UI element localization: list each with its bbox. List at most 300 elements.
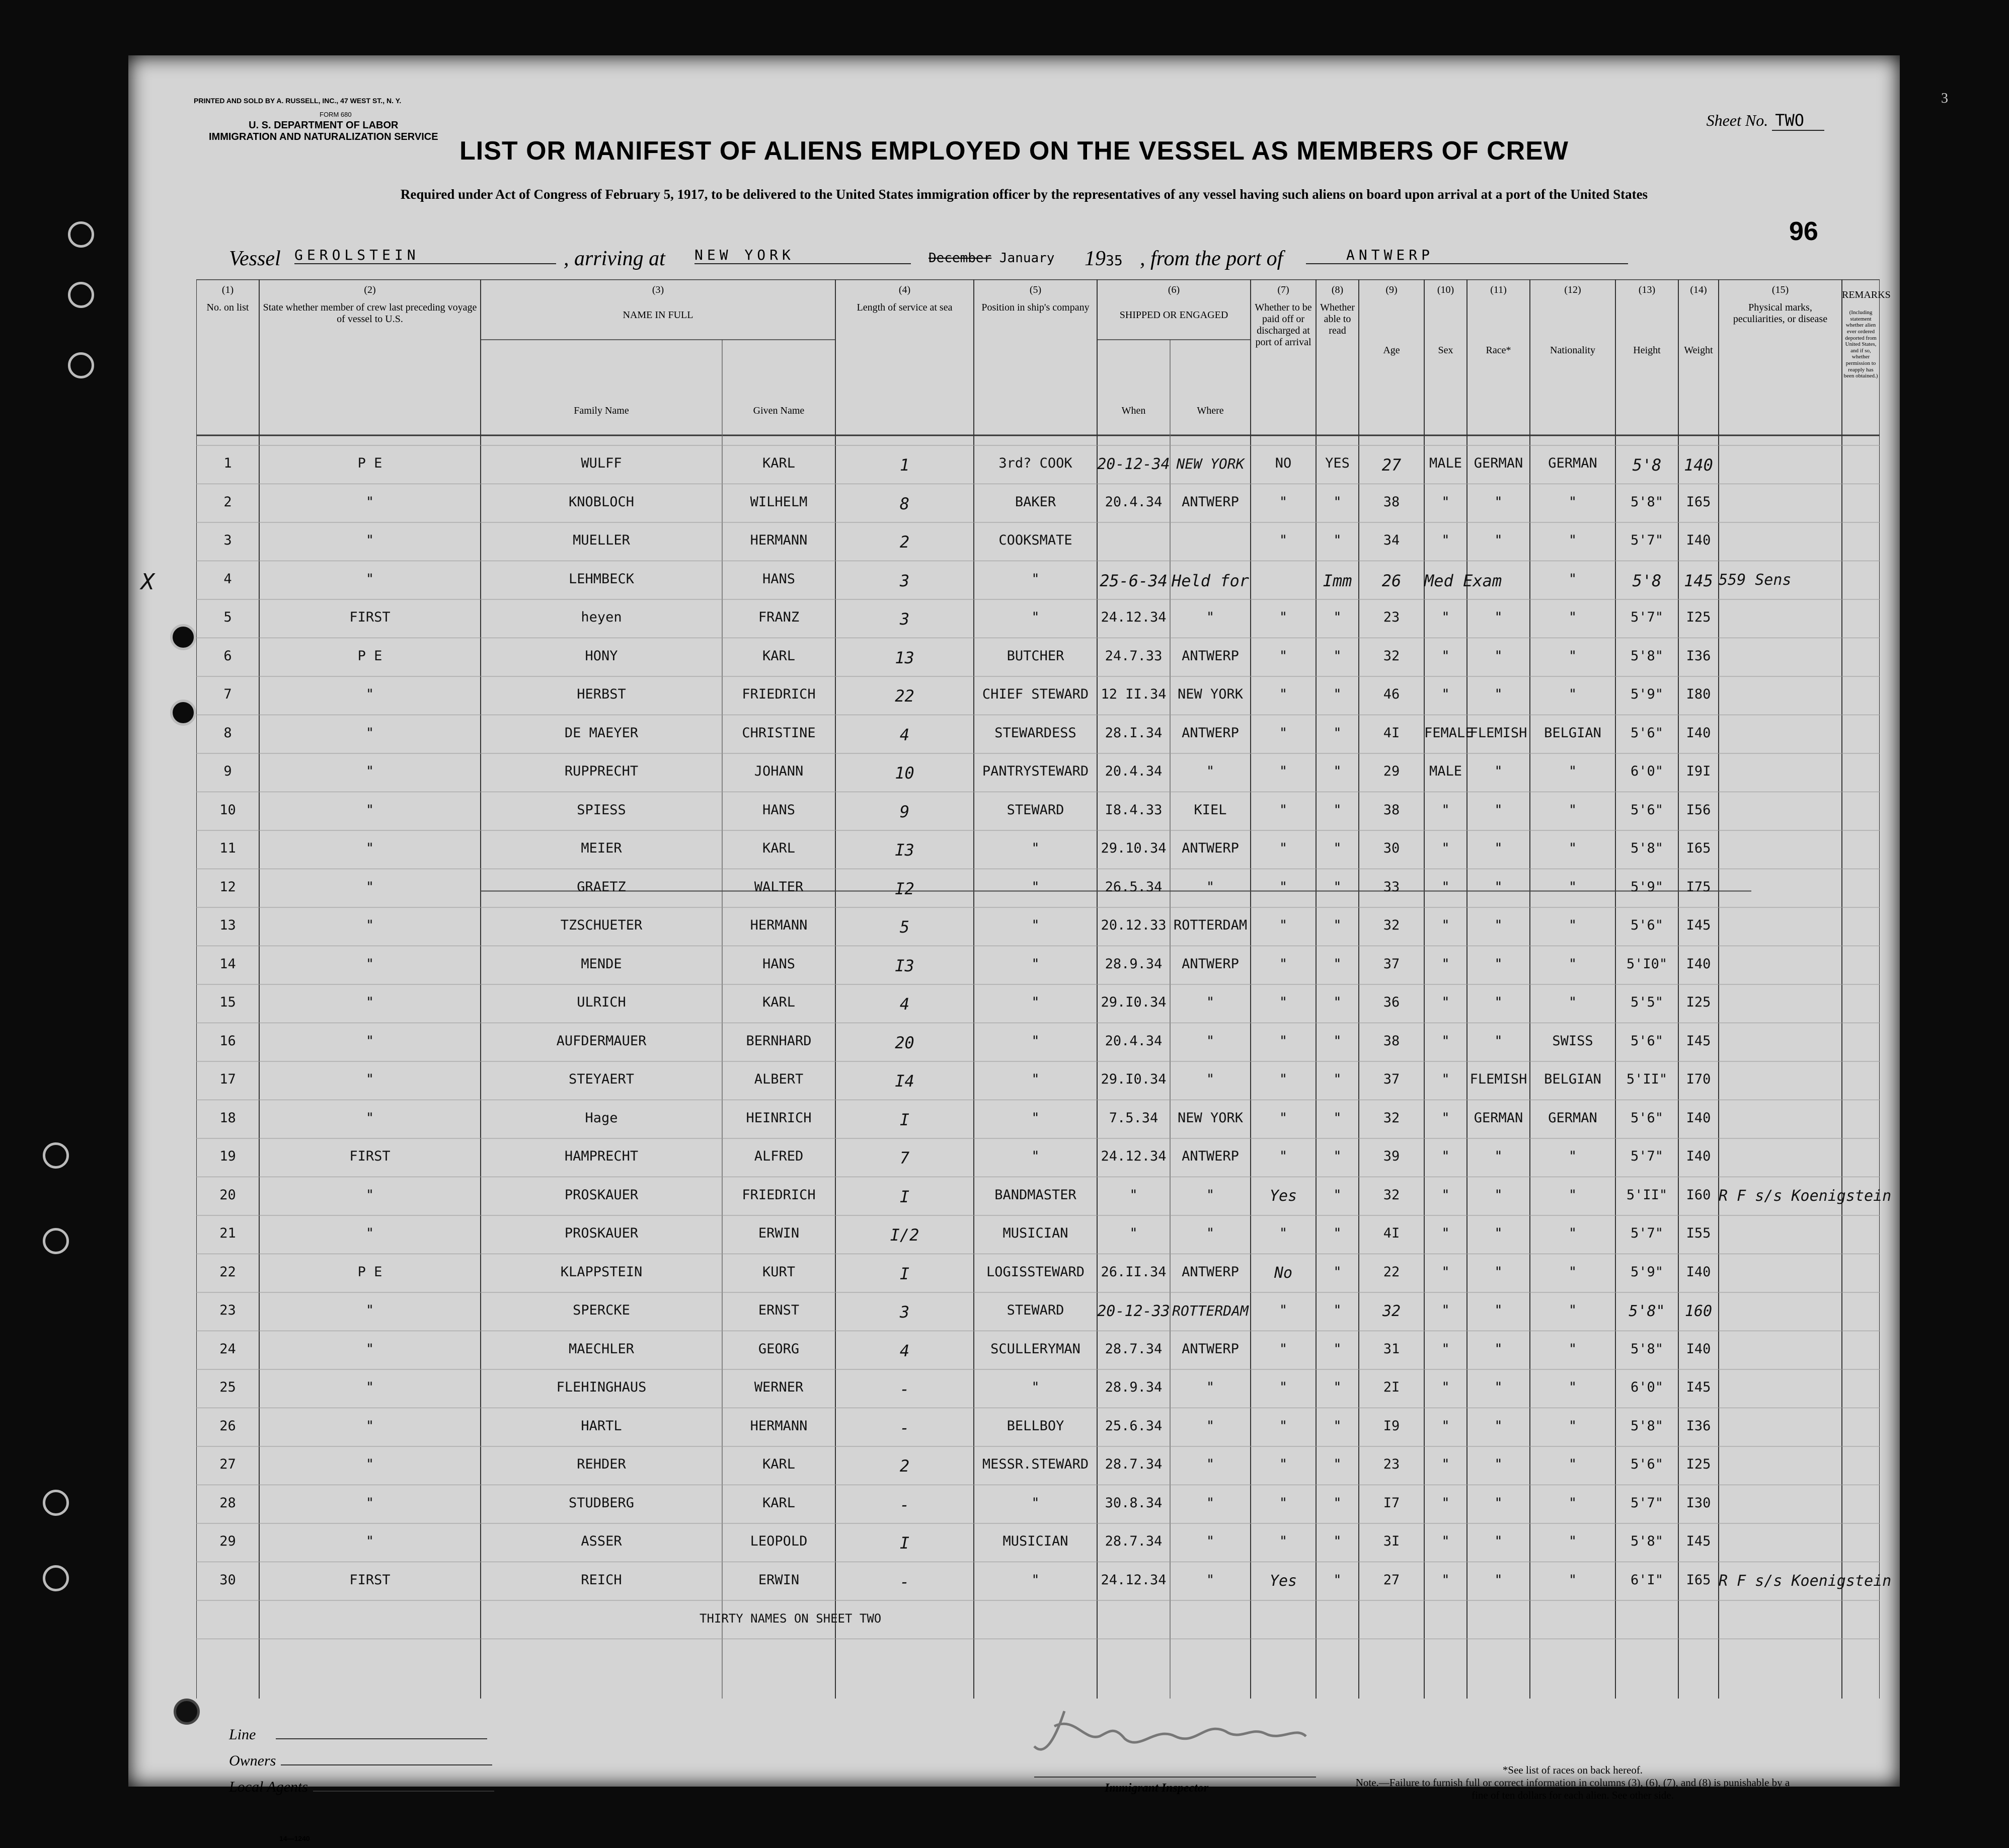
cell-weight: I55 [1686,1225,1711,1241]
cell-read: " [1333,1379,1342,1395]
cell-paid: " [1279,1033,1288,1049]
cell-state: " [365,1533,374,1549]
cell-given: KARL [762,648,796,664]
cell-position: " [1031,879,1040,895]
cell-weight: I25 [1686,609,1711,625]
cell-state: " [365,532,374,548]
cell-given: HERMANN [750,1418,808,1434]
cell-race: " [1494,1148,1503,1164]
cell-where: " [1206,1033,1215,1049]
sheet-number: Sheet No. TWO [1707,111,1824,130]
cell-age: I7 [1383,1495,1400,1511]
cell-service: I2 [895,879,914,898]
cell-read: " [1333,879,1342,895]
column-header-c5: Position in ship's company [981,302,1090,313]
form-code-bottom: 14—1240 [279,1834,310,1842]
cell-read: " [1333,917,1342,933]
cell-read: YES [1325,455,1350,471]
column-header-c13: Height [1633,345,1661,356]
cell-age: 38 [1383,802,1400,818]
cell-service: 8 [899,494,910,513]
cell-nat: " [1568,648,1577,664]
cell-height: 5'8" [1630,1533,1664,1549]
cell-weight: 145 [1684,571,1713,590]
cell-nat: " [1568,1379,1577,1395]
cell-race: " [1494,1379,1503,1395]
cell-marks: 559 Sens [1719,571,1792,589]
cell-paid: No [1274,1264,1293,1282]
cell-where: " [1206,1495,1215,1511]
cell-read: " [1333,1341,1342,1357]
cell-height: 5'9" [1630,1264,1664,1280]
cell-service: 1 [899,455,910,475]
cell-no: 15 [219,994,236,1010]
cell-sex: MALE [1429,763,1462,779]
cell-no: 13 [219,917,236,933]
cell-state: " [365,763,374,779]
cell-where: " [1206,1533,1215,1549]
cell-where: NEW YORK [1177,686,1244,702]
column-header-c4: Length of service at sea [857,302,953,313]
cell-no: 6 [223,648,232,664]
cell-nat: " [1568,1264,1577,1280]
cell-sex: " [1441,1187,1450,1203]
cell-service: I3 [895,956,914,975]
cell-weight: I25 [1686,994,1711,1010]
cell-weight: I25 [1686,1456,1711,1472]
cell-position: LOGISSTEWARD [986,1264,1085,1280]
page-subtitle: Required under Act of Congress of February 5, 1917, to be delivered to the United States immigration officer by the representatives of any vessel having such aliens on board upon arrival at a port of the United States [400,187,1648,202]
cell-when: 20.4.34 [1105,763,1163,779]
cell-no: 29 [219,1533,236,1549]
cell-position: " [1031,994,1040,1010]
cell-nat: " [1568,1572,1577,1588]
page-title: LIST OR MANIFEST OF ALIENS EMPLOYED ON THE VESSEL AS MEMBERS OF CREW [459,136,1569,166]
cell-when: 28.7.34 [1105,1533,1163,1549]
cell-height: 5'7" [1630,1225,1664,1241]
cell-given: KURT [762,1264,796,1280]
column-number-c12: (12) [1564,284,1581,295]
column-number-c2: (2) [364,284,376,295]
cell-age: 27 [1381,455,1402,475]
cell-age: 37 [1383,1071,1400,1087]
cell-height: 5'9" [1630,879,1664,895]
cell-age: 2I [1383,1379,1400,1395]
cell-where: " [1206,1187,1215,1203]
column-number-c11: (11) [1490,284,1507,295]
cell-age: 36 [1383,994,1400,1010]
cell-height: 5'8 [1632,455,1662,475]
cell-position: " [1031,571,1040,587]
cell-sex: " [1441,1572,1450,1588]
cell-family: MENDE [581,956,622,972]
arriving-label: , arriving at [564,247,665,270]
cell-paid: " [1279,686,1288,702]
cell-age: 38 [1383,494,1400,510]
cell-paid: " [1279,956,1288,972]
cell-sex: " [1441,1302,1450,1318]
cell-height: 5'I0" [1626,956,1668,972]
cell-age: 32 [1383,917,1400,933]
cell-family: PROSKAUER [564,1225,639,1241]
column-number-c15: (15) [1771,284,1789,295]
column-number-c13: (13) [1638,284,1656,295]
cell-position: 3rd? COOK [998,455,1072,471]
cell-paid: " [1279,648,1288,664]
cell-when: " [1129,1225,1138,1241]
cell-no: 1 [223,455,232,471]
cell-state: " [365,1341,374,1357]
cell-no: 26 [219,1418,236,1434]
cell-given: KARL [762,455,796,471]
cell-where: " [1206,1379,1215,1395]
vessel-name: GEROLSTEIN [294,247,556,264]
cell-paid: Yes [1269,1187,1297,1205]
cell-race: " [1494,1225,1503,1241]
cell-family: HARTL [581,1418,622,1434]
cell-when: 28.7.34 [1105,1456,1163,1472]
inspector-signature [1024,1696,1326,1766]
cell-state: " [365,1418,374,1434]
cell-weight: I40 [1686,956,1711,972]
cell-given: KARL [762,1456,796,1472]
cell-nat: " [1568,1533,1577,1549]
cell-nat: " [1568,1341,1577,1357]
cell-sex: " [1441,917,1450,933]
cell-race: " [1494,1341,1503,1357]
cell-race: " [1494,1187,1503,1203]
month-struck: December [929,251,992,266]
cell-given: HEINRICH [746,1110,812,1126]
cell-sex: FEMALE [1424,725,1474,741]
cell-service: I/2 [890,1225,919,1245]
cell-position: " [1031,1495,1040,1511]
from-port: ANTWERP [1306,247,1628,264]
cell-state: " [365,494,374,510]
cell-given: HANS [762,802,796,818]
cell-weight: I36 [1686,648,1711,664]
cell-paid: " [1279,802,1288,818]
cell-given: ERNST [758,1302,800,1318]
cell-service: 3 [899,571,910,590]
cell-sex: " [1441,1110,1450,1126]
cell-no: 2 [223,494,232,510]
cell-family: WULFF [581,455,622,471]
cell-family: MEIER [581,840,622,856]
cell-when: 29.I0.34 [1101,1071,1167,1087]
cell-state: " [365,802,374,818]
cell-weight: I70 [1686,1071,1711,1087]
cell-position: STEWARD [1007,802,1064,818]
cell-read: " [1333,956,1342,972]
cell-race: " [1494,1533,1503,1549]
cell-where: ANTWERP [1182,725,1239,741]
cell-race: " [1494,609,1503,625]
cell-race: " [1494,879,1503,895]
footer-fields [229,1726,494,1805]
cell-sex: " [1441,1456,1450,1472]
cell-sex: " [1441,994,1450,1010]
cell-nat: " [1568,917,1577,933]
cell-no: 18 [219,1110,236,1126]
cell-sex: Med Exam [1424,571,1502,590]
cell-no: 11 [219,840,236,856]
cell-family: RUPPRECHT [564,763,639,779]
cell-service: I3 [895,840,914,860]
cell-position: " [1031,1572,1040,1588]
cell-no: 25 [219,1379,236,1395]
cell-state: " [365,1456,374,1472]
cell-height: 5'6" [1630,802,1664,818]
cell-state: " [365,840,374,856]
cell-service: 22 [895,686,914,706]
cell-given: HERMANN [750,532,808,548]
cell-sex: " [1441,1533,1450,1549]
cell-given: WALTER [754,879,804,895]
cell-height: 5'8" [1629,1302,1665,1320]
cell-age: 31 [1383,1341,1400,1357]
cell-service: 4 [899,994,910,1014]
cell-age: 30 [1383,840,1400,856]
cell-paid: " [1279,840,1288,856]
cell-no: 16 [219,1033,236,1049]
cell-given: JOHANN [754,763,804,779]
cell-age: 33 [1383,879,1400,895]
cell-position: CHIEF STEWARD [982,686,1089,702]
cell-race: " [1494,1495,1503,1511]
cell-where: Held for [1171,571,1250,590]
cell-given: FRANZ [758,609,800,625]
cell-sex: " [1441,1418,1450,1434]
cell-race: " [1494,1418,1503,1434]
cell-state: " [365,1071,374,1087]
cell-weight: I60 [1686,1187,1711,1203]
cell-no: 7 [223,686,232,702]
cell-weight: I40 [1686,1148,1711,1164]
cell-family: AUFDERMAUER [556,1033,647,1049]
cell-no: 20 [219,1187,236,1203]
cell-paid: " [1279,494,1288,510]
binder-hole [43,1565,69,1591]
cell-race: FLEMISH [1470,725,1527,741]
cell-read: " [1333,1110,1342,1126]
cell-family: ULRICH [577,994,626,1010]
cell-paid: " [1279,1341,1288,1357]
cell-position: STEWARDESS [994,725,1076,741]
cell-given: ALFRED [754,1148,804,1164]
cell-height: 5'8" [1630,494,1664,510]
cell-service: - [899,1418,910,1437]
cell-given: BERNHARD [746,1033,812,1049]
cell-nat: " [1568,1302,1577,1318]
binder-hole [43,1228,69,1254]
cell-read: " [1333,686,1342,702]
cell-read: " [1333,1187,1342,1203]
cell-when: 26.II.34 [1101,1264,1167,1280]
cell-read: " [1333,1071,1342,1087]
cell-paid: " [1279,917,1288,933]
cell-no: 9 [223,763,232,779]
cell-when: 24.12.34 [1101,1148,1167,1164]
cell-when: 12 II.34 [1101,686,1167,702]
cell-where: " [1206,763,1215,779]
column-header-c6: SHIPPED OR ENGAGED [1119,310,1228,321]
column-header-c15: Physical marks, peculiarities, or disease [1733,302,1828,325]
vessel-line [229,247,1839,277]
cell-when: 20.4.34 [1105,494,1163,510]
cell-service: I [899,1110,910,1129]
cell-no: 28 [219,1495,236,1511]
cell-height: 5'7" [1630,1495,1664,1511]
cell-weight: I65 [1686,1572,1711,1588]
cell-no: 5 [223,609,232,625]
cell-read: " [1333,609,1342,625]
cell-paid: " [1279,1225,1288,1241]
cell-race: " [1494,763,1503,779]
cell-given: HERMANN [750,917,808,933]
cell-weight: I45 [1686,1033,1711,1049]
cell-family: REICH [581,1572,622,1588]
cell-paid: NO [1275,455,1292,471]
cell-race: " [1494,802,1503,818]
cell-read: " [1333,802,1342,818]
cell-nat: " [1568,609,1577,625]
column-header-c7: Whether to be paid off or discharged at port of arrival [1255,302,1312,348]
cell-service: 4 [899,725,910,744]
cell-position: BUTCHER [1007,648,1064,664]
form-number: FORM 680 [320,111,352,118]
cell-age: 4I [1383,1225,1400,1241]
cell-given: ERWIN [758,1225,800,1241]
column-number-c4: (4) [898,284,911,295]
cell-height: 5'II" [1626,1187,1668,1203]
column-header-c14: Weight [1684,345,1713,356]
cell-sex: " [1441,609,1450,625]
cell-sex: " [1441,1225,1450,1241]
cell-paid: " [1279,609,1288,625]
cell-given: HANS [762,571,796,587]
column-header-c11: Race* [1486,345,1511,356]
cell-family: MUELLER [573,532,630,548]
cell-position: " [1031,1071,1040,1087]
column-header-c9: Age [1383,345,1400,356]
cell-state: " [365,1302,374,1318]
cell-read: " [1333,1456,1342,1472]
cell-weight: I40 [1686,532,1711,548]
cell-weight: I40 [1686,1110,1711,1126]
cell-position: SCULLERYMAN [990,1341,1080,1357]
cell-height: 5'8" [1630,648,1664,664]
cell-race: GERMAN [1474,1110,1523,1126]
cell-given: KARL [762,1495,796,1511]
cell-when: 29.10.34 [1101,840,1167,856]
cell-sex: " [1441,1264,1450,1280]
cell-position: PANTRYSTEWARD [982,763,1089,779]
cell-position: " [1031,609,1040,625]
cell-weight: I40 [1686,1341,1711,1357]
from-label: , from the port of [1140,247,1283,270]
cell-nat: " [1568,686,1577,702]
cell-state: " [365,1110,374,1126]
cell-nat: BELGIAN [1544,1071,1601,1087]
cell-race: " [1494,1264,1503,1280]
cell-sex: " [1441,532,1450,548]
column-header-c1: No. on list [206,302,249,313]
cell-sex: MALE [1429,455,1462,471]
cell-service: - [899,1495,910,1514]
cell-service: 3 [899,1302,910,1322]
document-number: 96 [1789,217,1818,246]
owners-label: Owners [229,1752,276,1769]
cell-weight: I36 [1686,1418,1711,1434]
cell-read: " [1333,1495,1342,1511]
cell-nat: " [1568,1418,1577,1434]
cell-family: GRAETZ [577,879,626,895]
cell-height: 5'8" [1630,840,1664,856]
cell-weight: I56 [1686,802,1711,818]
column-number-c6: (6) [1168,284,1180,295]
column-number-c10: (10) [1437,284,1454,295]
cell-nat: " [1568,1148,1577,1164]
cell-when: 24.12.34 [1101,609,1167,625]
cell-nat: " [1568,1187,1577,1203]
cell-height: 6'0" [1630,763,1664,779]
cell-service: I [899,1264,910,1283]
cell-family: HONY [585,648,618,664]
cell-given: LEOPOLD [750,1533,808,1549]
agents-label: Local Agents [229,1779,308,1795]
cell-when: 30.8.34 [1105,1495,1163,1511]
cell-where: ANTWERP [1182,494,1239,510]
cell-service: 4 [899,1341,910,1360]
cell-when: 28.9.34 [1105,1379,1163,1395]
cell-when: 24.12.34 [1101,1572,1167,1588]
cell-paid: " [1279,1533,1288,1549]
cell-where: " [1206,1225,1215,1241]
cell-age: 37 [1383,956,1400,972]
cell-when: 28.7.34 [1105,1341,1163,1357]
cell-service: I [899,1187,910,1206]
cell-service: 5 [899,917,910,937]
cell-family: HERBST [577,686,626,702]
cell-weight: I45 [1686,1379,1711,1395]
cell-when: 20.12.33 [1101,917,1167,933]
cell-when: 20.4.34 [1105,1033,1163,1049]
arriving-port: NEW YORK [694,247,911,264]
binder-hole [68,352,94,378]
cell-nat: " [1568,956,1577,972]
cell-where: " [1206,994,1215,1010]
cell-state: " [365,1379,374,1395]
cell-age: 27 [1383,1572,1400,1588]
cell-age: 32 [1382,1302,1401,1320]
cell-race: " [1494,994,1503,1010]
cell-family: ASSER [581,1533,622,1549]
cell-where: ROTTERDAM [1172,1302,1249,1319]
cell-no: 21 [219,1225,236,1241]
cell-when: 25-6-34 [1100,571,1168,590]
penalty-note: *See list of races on back hereof. Note.—Failure to furnish full or correct information in columns (3), (6), (7), and (8) is punishable by a fine of ten dollars for each alien. See other side. [1355,1764,1790,1802]
cell-height: 6'I" [1630,1572,1664,1588]
cell-age: 46 [1383,686,1400,702]
cell-given: WERNER [754,1379,804,1395]
inspector-label: Immigrant Inspector [1105,1782,1209,1795]
cell-state: " [365,725,374,741]
column-number-c9: (9) [1385,284,1398,295]
cell-no: 22 [219,1264,236,1280]
cell-height: 5'8" [1630,1341,1664,1357]
cell-state: P E [357,455,382,471]
